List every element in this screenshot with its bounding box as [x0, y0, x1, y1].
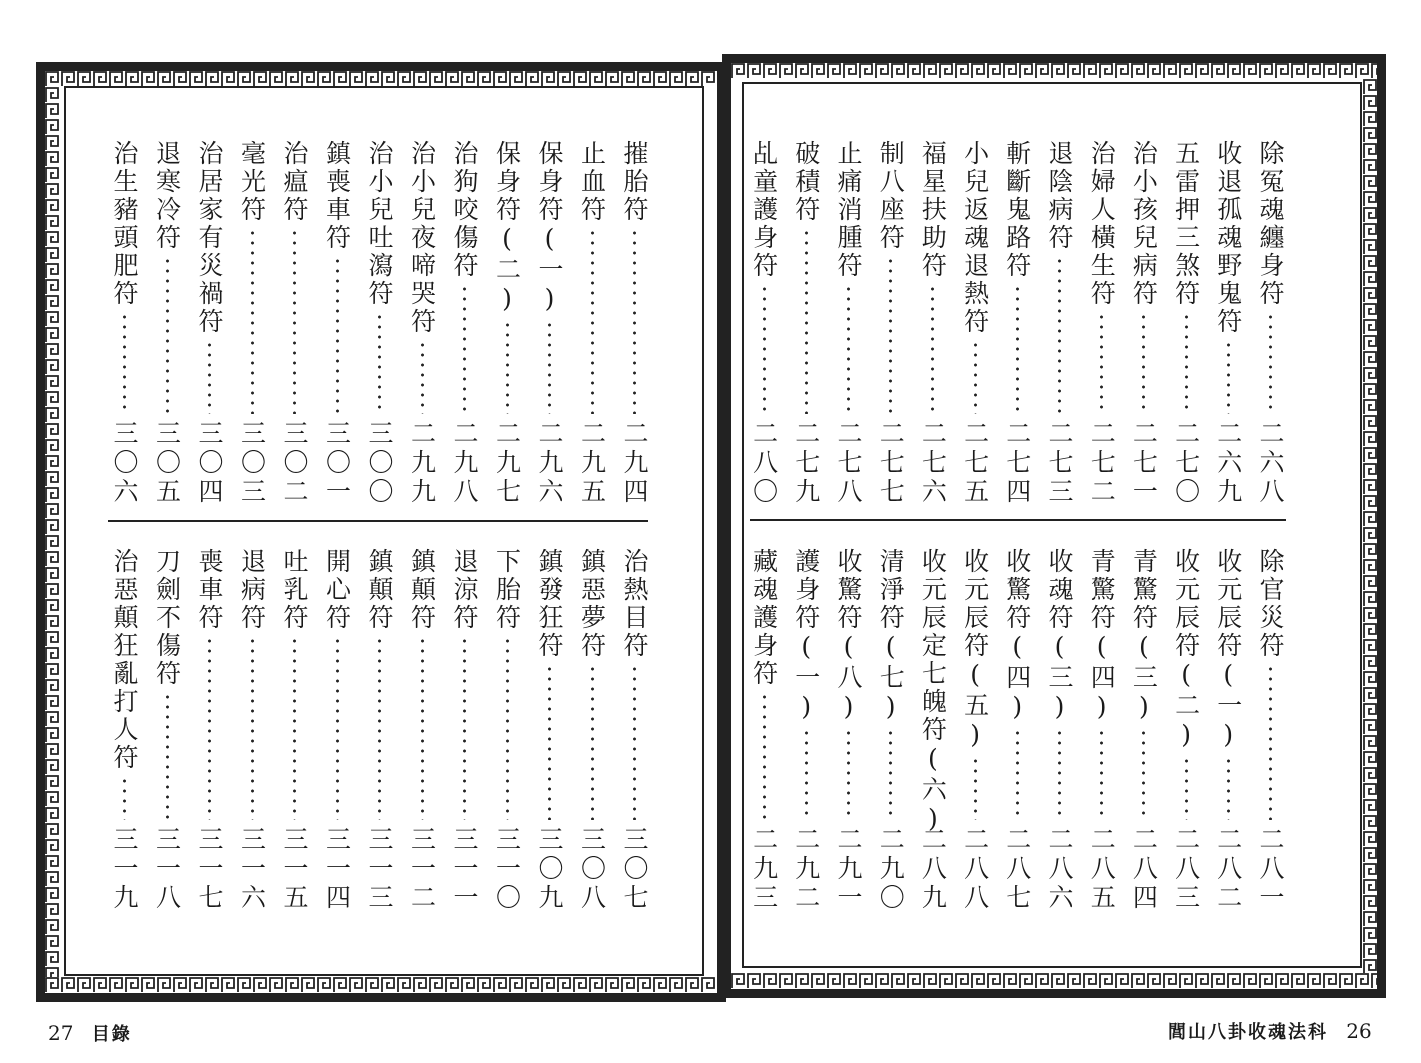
leader-dots [847, 284, 850, 414]
toc-entry-page: 三一四 [322, 826, 352, 913]
toc-entry-page: 二九二 [791, 826, 821, 913]
toc-entry-title: 治瘟符 [280, 140, 309, 224]
toc-entry-title: 治小兒夜啼哭符 [407, 140, 437, 336]
toc-entry-title: 破積符 [791, 140, 821, 224]
toc-entry-page: 二九三 [749, 826, 779, 913]
toc-entry-page: 三〇二 [280, 420, 309, 507]
toc-entry-page: 二八七 [1002, 826, 1032, 913]
toc-entry-page: 二九四 [620, 420, 649, 507]
toc-entry-title: 止血符 [577, 140, 607, 224]
toc-entry-title: 收退孤魂野鬼符 [1213, 140, 1243, 336]
toc-entry-page: 三〇五 [152, 420, 182, 507]
leader-dots [1100, 312, 1103, 414]
toc-entry-title: 收元辰符(二) [1171, 548, 1201, 752]
toc-entry-page: 二九七 [492, 420, 522, 507]
toc-entry-title: 下胎符 [492, 548, 522, 632]
toc-entry-page: 二八一 [1256, 826, 1285, 913]
toc-entry-page: 二九八 [450, 420, 479, 507]
toc-entry-page: 二七〇 [1171, 420, 1201, 507]
toc-entry-title: 治狗咬傷符 [450, 140, 479, 280]
toc-entry-title: 退寒冷符 [152, 140, 182, 252]
toc-entry-page: 三一九 [110, 826, 139, 913]
toc-entry-page: 二八〇 [749, 420, 779, 507]
leader-dots [1185, 756, 1188, 820]
left-page-number: 27 [48, 1021, 74, 1045]
toc-entry-page: 二七二 [1087, 420, 1117, 507]
toc-entry-title: 護身符(一) [791, 548, 821, 724]
leader-dots [1016, 284, 1019, 414]
right-section-divider [750, 519, 1286, 521]
toc-entry-title: 鎮喪車符 [322, 140, 352, 252]
toc-entry-title: 福星扶助符 [918, 140, 948, 280]
toc-entry-page: 二七三 [1045, 420, 1074, 507]
toc-entry-page: 三一五 [280, 826, 309, 913]
toc-entry-title: 止痛消腫符 [834, 140, 863, 280]
toc-entry-title: 五雷押三煞符 [1171, 140, 1201, 308]
toc-entry-page: 二九一 [834, 826, 863, 913]
toc-entry-title: 吐乳符 [280, 548, 309, 632]
toc-entry-page: 二八五 [1087, 826, 1117, 913]
toc-entry-page: 三〇六 [110, 420, 139, 507]
leader-dots [1227, 340, 1230, 414]
toc-entry-title: 治熱目符 [620, 548, 649, 660]
toc-entry-title: 治小孩兒病符 [1129, 140, 1159, 308]
leader-dots [805, 228, 808, 414]
leader-dots [1227, 756, 1230, 820]
toc-entry-title: 收魂符(三) [1045, 548, 1074, 724]
leader-dots [931, 284, 934, 414]
toc-entry-page: 二八六 [1045, 826, 1074, 913]
toc-entry-page: 三一三 [365, 826, 394, 913]
toc-entry-page: 二九六 [535, 420, 564, 507]
toc-entry-page: 二八二 [1213, 826, 1243, 913]
leader-dots [1185, 312, 1188, 414]
toc-entry-title: 治惡顛狂亂打人符 [110, 548, 139, 772]
toc-entry-page: 二六九 [1213, 420, 1243, 507]
leader-dots [1269, 312, 1272, 414]
toc-entry-title: 退病符 [237, 548, 267, 632]
toc-entry-page: 二六八 [1256, 420, 1285, 507]
toc-entry-title: 小兒返魂退熱符 [960, 140, 990, 336]
leader-dots [889, 256, 892, 414]
toc-entry-page: 三一二 [407, 826, 437, 913]
toc-entry-page: 三〇七 [620, 826, 649, 913]
leader-dots [1142, 312, 1145, 414]
leader-dots [974, 340, 977, 414]
toc-entry-title: 收驚符(八) [834, 548, 863, 724]
toc-entry-title: 制八座符 [876, 140, 906, 252]
toc-entry-page: 二七四 [1002, 420, 1032, 507]
toc-entry-page: 三一八 [152, 826, 182, 913]
toc-entry-title: 藏魂護身符 [749, 548, 779, 688]
toc-entry-page: 三一〇 [492, 826, 522, 913]
toc-entry-title: 鎮惡夢符 [577, 548, 607, 660]
toc-entry-page: 三〇〇 [365, 420, 394, 507]
leader-dots [1058, 256, 1061, 414]
toc-entry-title: 保身符(一) [535, 140, 564, 316]
leader-dots [847, 728, 850, 820]
toc-entry-title: 除冤魂纏身符 [1256, 140, 1285, 308]
leader-dots [1100, 728, 1103, 820]
toc-entry-title: 收元辰定七魄符(六) [918, 548, 948, 836]
toc-entry-title: 喪車符 [195, 548, 224, 632]
toc-entry-title: 斬斷鬼路符 [1002, 140, 1032, 280]
right-footer-title: 閭山八卦收魂法科 [1168, 1022, 1328, 1043]
left-footer-title: 目錄 [91, 1024, 132, 1045]
toc-entry-title: 保身符(二) [492, 140, 522, 316]
toc-entry-title: 收元辰符(五) [960, 548, 990, 752]
toc-entry-title: 摧胎符 [620, 140, 649, 224]
leader-dots [805, 728, 808, 820]
leader-dots [1058, 728, 1061, 820]
toc-entry-title: 退陰病符 [1045, 140, 1074, 252]
toc-entry-title: 收元辰符(一) [1213, 548, 1243, 752]
toc-entry-title: 鎮發狂符 [535, 548, 564, 660]
toc-entry-title: 治居家有災禍符 [195, 140, 224, 336]
leader-dots [889, 728, 892, 820]
toc-entry-page: 二七一 [1129, 420, 1159, 507]
leader-dots [763, 692, 766, 820]
toc-entry-title: 治生豬頭肥符 [110, 140, 139, 308]
leader-dots [1142, 728, 1145, 820]
toc-entry-title: 鎮顛符 [365, 548, 394, 632]
toc-entry-page: 二八三 [1171, 826, 1201, 913]
toc-entry-page: 二八四 [1129, 826, 1159, 913]
toc-entry-page: 二九九 [407, 420, 437, 507]
toc-entry-title: 毫光符 [237, 140, 267, 224]
toc-entry-page: 二七六 [918, 420, 948, 507]
leader-dots [1016, 728, 1019, 820]
toc-entry-page: 三一七 [195, 826, 224, 913]
leader-dots [763, 284, 766, 414]
toc-entry-title: 清淨符(七) [876, 548, 906, 724]
toc-entry-page: 三一六 [237, 826, 267, 913]
toc-entry-title: 治小兒吐瀉符 [365, 140, 394, 308]
toc-entry-page: 三一一 [450, 826, 479, 913]
toc-entry-page: 二八九 [918, 826, 948, 913]
toc-entry-title: 除官災符 [1256, 548, 1285, 660]
toc-entry-page: 二九五 [577, 420, 607, 507]
leader-dots [1269, 664, 1272, 820]
toc-entry-page: 二七七 [876, 420, 906, 507]
toc-entry-title: 刀劍不傷符 [152, 548, 182, 688]
toc-entry-title: 收驚符(四) [1002, 548, 1032, 724]
toc-entry-page: 二七八 [834, 420, 863, 507]
toc-entry-page: 二七九 [791, 420, 821, 507]
toc-entry-title: 開心符 [322, 548, 352, 632]
toc-entry-page: 三〇四 [195, 420, 224, 507]
toc-entry-page: 三〇八 [577, 826, 607, 913]
toc-entry-title: 青驚符(四) [1087, 548, 1117, 724]
toc-entry-title: 鎮顛符 [407, 548, 437, 632]
toc-entry-page: 三〇九 [535, 826, 564, 913]
toc-entry-page: 三〇三 [237, 420, 267, 507]
toc-entry-title: 乩童護身符 [749, 140, 779, 280]
toc-entry-page: 二九〇 [876, 826, 906, 913]
toc-entry-page: 二七五 [960, 420, 990, 507]
toc-entry-page: 二八八 [960, 826, 990, 913]
toc-entry-title: 青驚符(三) [1129, 548, 1159, 724]
toc-entry-title: 退涼符 [450, 548, 479, 632]
right-page-number: 26 [1346, 1019, 1372, 1043]
leader-dots [974, 756, 977, 820]
right-footer [1168, 1018, 1372, 1044]
toc-entry-title: 治婦人橫生符 [1087, 140, 1117, 308]
toc-entry-page: 三〇一 [322, 420, 352, 507]
